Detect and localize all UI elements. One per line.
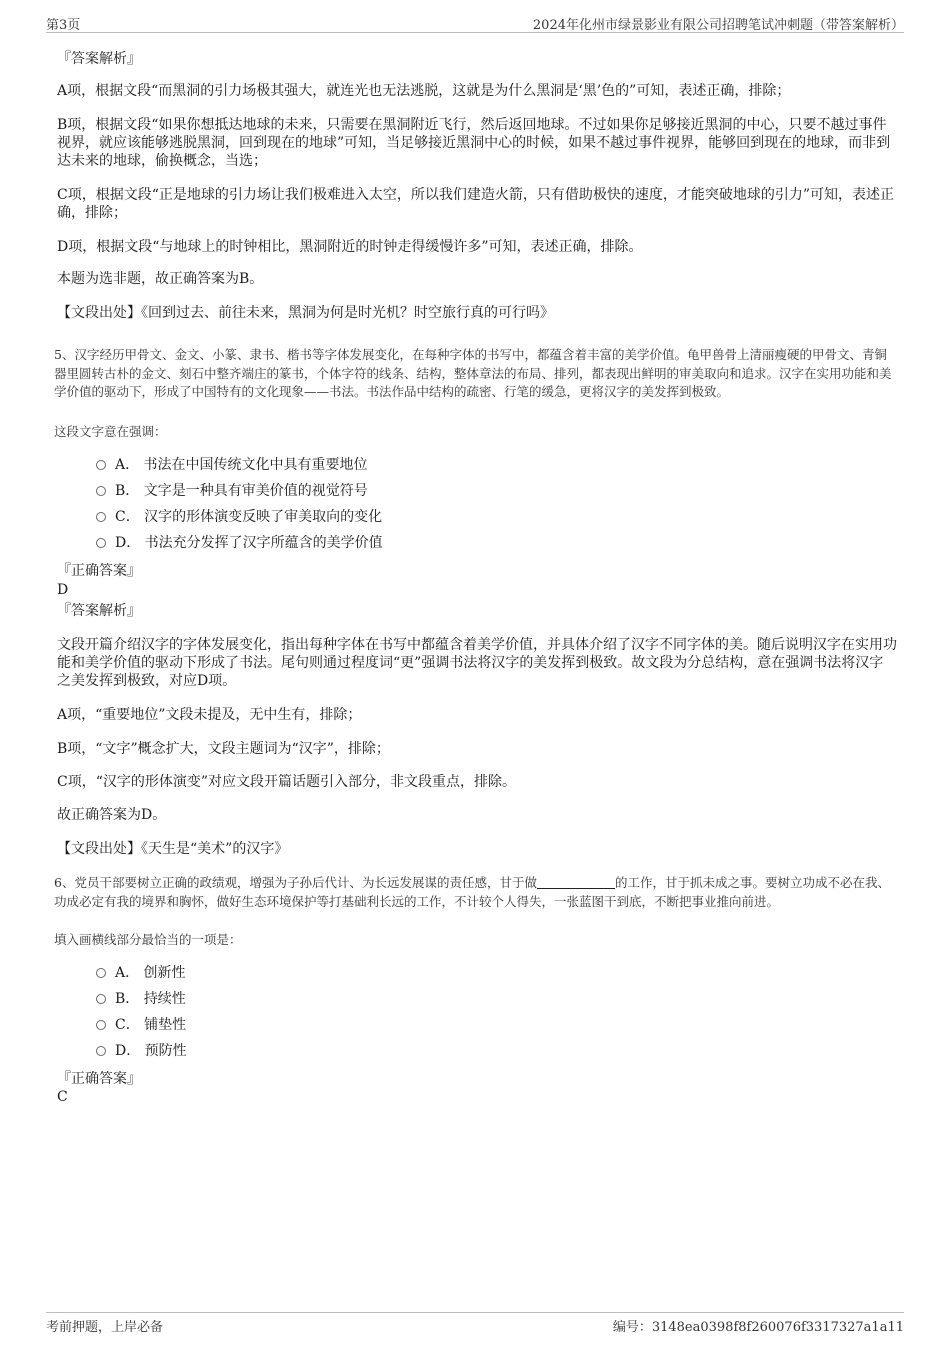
q4-analysis-c: C项，根据文段“正是地球的引力场让我们极难进入太空，所以我们建造火箭，只有借助极快的速度，才能突破地球的引力”可知，表述正确，排除； <box>57 187 895 221</box>
q5-option-a[interactable]: A． 书法在中国传统文化中具有重要地位 <box>96 456 368 474</box>
q6-answer-label: 『正确答案』 <box>57 1071 141 1087</box>
radio-icon[interactable] <box>96 994 106 1004</box>
q5-option-b[interactable]: B． 文字是一种具有审美价值的视觉符号 <box>96 482 368 500</box>
q5-analysis-a: A项，“重要地位”文段未提及，无中生有，排除； <box>57 707 362 723</box>
q6-option-c[interactable]: C． 铺垫性 <box>96 1016 186 1034</box>
q5-stem: 5、汉字经历甲骨文、金文、小篆、隶书、楷书等字体发展变化，在每种字体的书写中，都蕴含着丰富的美学价值。龟甲兽骨上清丽瘦硬的甲骨文、青铜器里圆转古朴的金文、刻石中整齐端庄的篆书，个体字符的线条、结构，整体章法的布局、排列，都表现出鲜明的审美取向和追求。汉字在实用功能和美学价值的驱动下，形成了中国特有的文化现象——书法。书法作品中结构的疏密、行笔的缓急，更将汉字的美发挥到极致。 <box>54 347 892 399</box>
page-footer <box>46 1312 904 1333</box>
radio-icon[interactable] <box>96 486 106 496</box>
q4-analysis-label: 『答案解析』 <box>57 51 141 67</box>
q5-analysis-label: 『答案解析』 <box>57 603 141 619</box>
q6-option-b[interactable]: B． 持续性 <box>96 990 186 1008</box>
q5-conclusion: 故正确答案为D。 <box>57 807 167 823</box>
q4-conclusion: 本题为选非题，故正确答案为B。 <box>57 271 264 287</box>
radio-icon[interactable] <box>96 460 106 470</box>
q5-option-d[interactable]: D． 书法充分发挥了汉字所蕴含的美学价值 <box>96 534 383 552</box>
q5-answer-label: 『正确答案』 <box>57 563 141 579</box>
q5-analysis-b: B项，“文字”概念扩大，文段主题词为“汉字”，排除； <box>57 741 390 757</box>
footer-slogan: 考前押题，上岸必备 <box>46 1320 164 1335</box>
q5-analysis: 文段开篇介绍汉字的字体发展变化，指出每种字体在书写中都蕴含着美学价值，并具体介绍了汉字不同字体的美。随后说明汉字在实用功能和美学价值的驱动下形成了书法。尾句则通过程度词“更”强调书法将汉字的美发挥到极致。故文段为分总结构，意在强调书法将汉字之美发挥到极致，对应D项。 <box>57 637 897 689</box>
q4-analysis-d: D项，根据文段“与地球上的时钟相比，黑洞附近的时钟走得缓慢许多”可知，表述正确，排除。 <box>57 239 643 255</box>
q4-source: 【文段出处】《回到过去、前往未来，黑洞为何是时光机？时空旅行真的可行吗》 <box>57 305 554 321</box>
document-title: 2024年化州市绿景影业有限公司招聘笔试冲刺题（带答案解析） <box>532 18 904 33</box>
page-number: 第3页 <box>46 18 81 33</box>
radio-icon[interactable] <box>96 968 106 978</box>
radio-icon[interactable] <box>96 1046 106 1056</box>
radio-icon[interactable] <box>96 538 106 548</box>
q4-analysis-a: A项，根据文段“而黑洞的引力场极其强大，就连光也无法逃脱，这就是为什么黑洞是‘黑’色的”可知，表述正确，排除； <box>57 83 791 99</box>
q5-analysis-c: C项，“汉字的形体演变”对应文段开篇话题引入部分，非文段重点，排除。 <box>57 774 517 790</box>
radio-icon[interactable] <box>96 1020 106 1030</box>
q5-answer: D <box>57 582 69 598</box>
q5-ask: 这段文字意在强调： <box>54 424 167 439</box>
q5-option-c[interactable]: C． 汉字的形体演变反映了审美取向的变化 <box>96 508 382 526</box>
q6-stem: 6、党员干部要树立正确的政绩观，增强为子孙后代计、为长远发展谋的责任感，甘于做 的工作，甘于抓未成之事。要树立功成不必在我、功成必定有我的境界和胸怀，做好生态环境保护等打基础利长远的工作，不计较个人得失，一张蓝图干到底，不断把事业推向前进。 <box>54 875 890 909</box>
q6-ask: 填入画横线部分最恰当的一项是： <box>54 932 242 947</box>
q6-option-d[interactable]: D． 预防性 <box>96 1042 187 1060</box>
q6-option-a[interactable]: A． 创新性 <box>96 964 186 982</box>
q6-answer: C <box>57 1089 68 1105</box>
q5-source: 【文段出处】《天生是“美术”的汉字》 <box>57 841 289 857</box>
radio-icon[interactable] <box>96 512 106 522</box>
document-id: 编号：3148ea0398f8f260076f3317327a1a11 <box>612 1320 904 1335</box>
q4-analysis-b: B项，根据文段“如果你想抵达地球的未来，只需要在黑洞附近飞行，然后返回地球。不过如果你足够接近黑洞的中心，只要不越过事件视界，就应该能够逃脱黑洞，回到现在的地球”可知，当足够接近黑洞中心的时候，如果不越过事件视界，能够回到现在的地球，而非到达未来的地球，偷换概念，当选； <box>57 117 891 169</box>
page-header <box>46 14 904 33</box>
fill-in-blank <box>537 876 615 889</box>
